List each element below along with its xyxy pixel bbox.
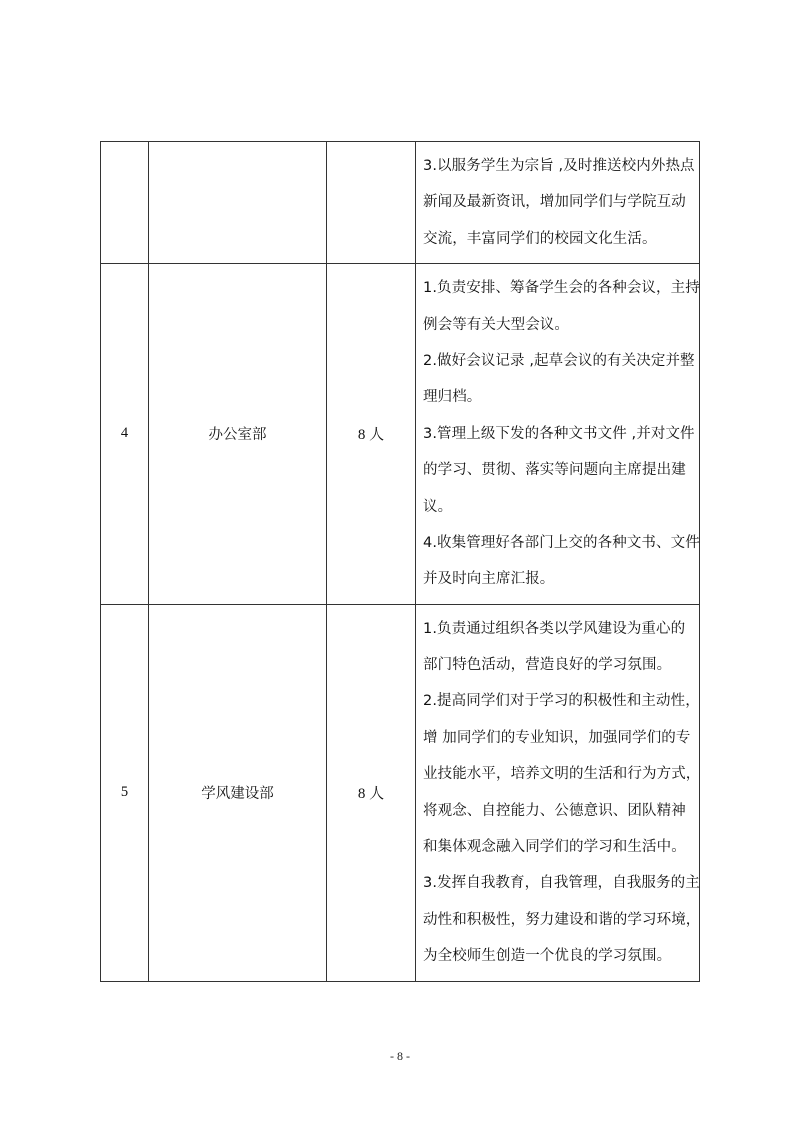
duty-line: 2.提高同学们对于学习的积极性和主动性， bbox=[423, 693, 700, 710]
duties-cell bbox=[416, 142, 700, 264]
duty-line: 议。 bbox=[423, 498, 453, 515]
row-number-cell: 4 bbox=[101, 264, 149, 605]
table-row bbox=[101, 142, 700, 264]
duty-line: 交流，丰富同学们的校园文化生活。 bbox=[423, 230, 657, 247]
row-number-cell: 5 bbox=[101, 604, 149, 981]
duties-text bbox=[416, 605, 699, 981]
duty-line: 例会等有关大型会议。 bbox=[423, 316, 569, 333]
duties-text bbox=[416, 264, 699, 604]
duty-line: 2.做好会议记录 ,起草会议的有关决定并整 bbox=[423, 352, 695, 369]
department-name-cell bbox=[149, 142, 327, 264]
member-count-cell bbox=[327, 142, 416, 264]
department-name-cell: 办公室部 bbox=[149, 264, 327, 605]
member-count-cell bbox=[327, 264, 416, 605]
table-row bbox=[101, 604, 700, 981]
duty-line: 动性和积极性，努力建设和谐的学习环境， bbox=[423, 911, 701, 928]
duty-line: 新闻及最新资讯，增加同学们与学院互动 bbox=[423, 194, 686, 211]
duty-line: 将观念、自控能力、公德意识、团队精神 bbox=[423, 802, 686, 819]
duty-line: 并及时向主席汇报。 bbox=[423, 571, 555, 588]
department-name-cell: 学风建设部 bbox=[149, 604, 327, 981]
page-number: - 8 - bbox=[390, 1049, 410, 1063]
department-table bbox=[100, 141, 700, 982]
duty-line: 3.管理上级下发的各种文书文件 ,并对文件 bbox=[423, 425, 695, 442]
table-row bbox=[101, 264, 700, 605]
duties-cell bbox=[416, 604, 700, 981]
duty-line: 的学习、贯彻、落实等问题向主席提出建 bbox=[423, 462, 686, 479]
duty-line: 1.负责安排、筹备学生会的各种会议，主持 bbox=[423, 280, 700, 297]
member-count-value: 8 人 bbox=[357, 786, 385, 803]
duty-line: 1.负责通过组织各类以学风建设为重心的 bbox=[423, 620, 686, 637]
duty-line: 和集体观念融入同学们的学习和生活中。 bbox=[423, 839, 686, 856]
duty-line: 业技能水平，培养文明的生活和行为方式， bbox=[423, 766, 701, 783]
duty-line: 3.发挥自我教育，自我管理，自我服务的主 bbox=[423, 875, 700, 892]
duties-text bbox=[416, 142, 699, 263]
duty-line: 理归档。 bbox=[423, 389, 482, 406]
member-count-value: 8 人 bbox=[357, 427, 385, 444]
duty-line: 增 加同学们的专业知识，加强同学们的专 bbox=[423, 729, 691, 746]
row-number-cell bbox=[101, 142, 149, 264]
duty-line: 3.以服务学生为宗旨 ,及时推送校内外热点 bbox=[423, 158, 695, 174]
member-count-cell bbox=[327, 604, 416, 981]
duty-line: 为全校师生创造一个优良的学习氛围。 bbox=[423, 948, 672, 965]
duty-line: 部门特色活动，营造良好的学习氛围。 bbox=[423, 657, 672, 674]
duty-line: 4.收集管理好各部门上交的各种文书、文件 bbox=[423, 534, 700, 551]
duties-cell bbox=[416, 264, 700, 605]
